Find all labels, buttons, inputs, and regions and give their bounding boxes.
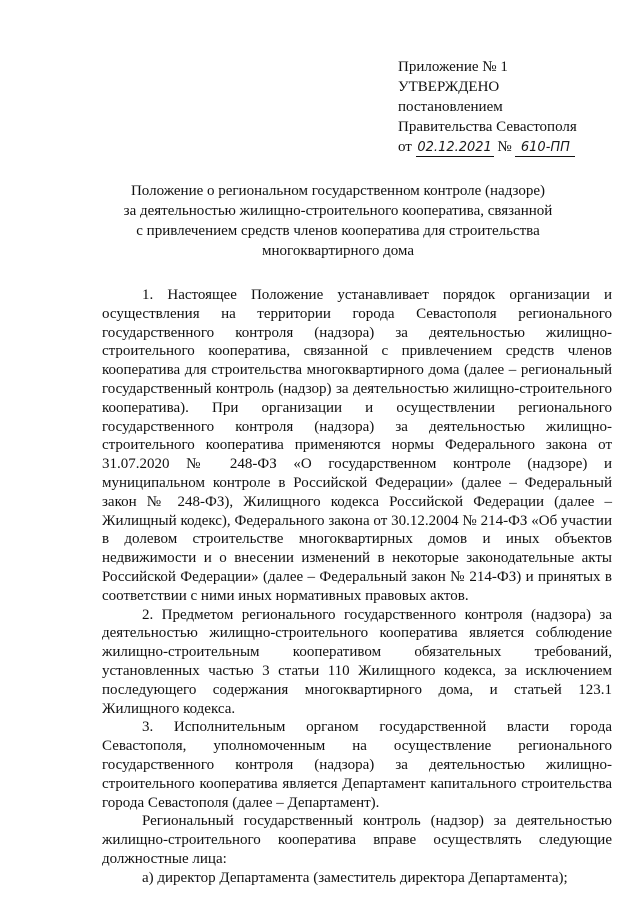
paragraph-3: 3. Исполнительным органом государственной власти города Севастополя, уполномоченным на осуществление регионального государственного контроля (надзора) за деятельностью жилищно-строительного кооператива является Департамент капитального строительства города Севастополя (далее – Департамент). [102, 719, 612, 811]
paragraph-1: 1. Настоящее Положение устанавливает порядок организации и осуществления на территории города Севастополя регионального государственного контроля (надзора) за деятельностью жилищно-строительного кооператива, связанной с привлечением средств членов кооператива для строительства многоквартирного дома (далее – региональный государственный контроль (надзор) за деятельностью жилищно-строительного кооператива). При организации и осуществлении регионального государственного контроля (надзора) за деятельностью жилищно-строительного кооператива применяются нормы Федерального закона от 31.07.2020 № 248-ФЗ «О государственном контроле (надзоре) и муниципальном контроле в Российской Федерации» (далее – Федеральный закон № 248-ФЗ), Жилищного кодекса Российской Федерации (далее – Жилищный кодекс), Федерального закона от 30.12.2004 № 214-ФЗ «Об участии в долевом строительстве многоквартирных домов и иных объектов недвижимости и о внесении изменений в некоторые законодательные акты Российской Федерации» (далее – Федеральный закон № 214-ФЗ) и принятых в соответствии с ними иных нормативных правовых актов. [102, 287, 612, 604]
handwritten-date: 02.12.2021 [417, 140, 492, 155]
date-number-line [398, 137, 608, 157]
title-line-3: с привлечением средств членов кооператива для строительства [136, 223, 540, 239]
approved-label: УТВЕРЖДЕНО [398, 79, 500, 95]
title-line-4: многоквартирного дома [262, 243, 414, 259]
appendix-label: Приложение № 1 [398, 59, 508, 75]
number-prefix: № [497, 139, 512, 155]
resolution-label: постановлением [398, 99, 503, 115]
document-body [102, 286, 612, 888]
title-line-2: за деятельностью жилищно-строительного кооператива, связанной [123, 203, 553, 219]
title-line-1: Положение о региональном государственном контроле (надзоре) [130, 183, 546, 199]
government-label: Правительства Севастополя [398, 119, 577, 135]
paragraph-item-a: а) директор Департамента (заместитель директора Департамента); [142, 869, 568, 886]
document-title [100, 181, 576, 261]
paragraph-2: 2. Предметом регионального государственного контроля (надзора) за деятельностью жилищно-строительного кооператива является соблюдение жилищно-строительным кооперативом обязательных требований, установленных частью 3 статьи 110 Жилищного кодекса, за исключением последующего содержания многоквартирного дома, и статьей 123.1 Жилищного кодекса. [102, 606, 612, 717]
date-prefix: от [398, 139, 412, 155]
approval-block [398, 57, 608, 157]
handwritten-number: 610-ПП [515, 140, 575, 157]
paragraph-officials: Региональный государственный контроль (надзор) за деятельностью жилищно-строительного кооператива вправе осуществлять следующие должностные лица: [102, 813, 612, 867]
